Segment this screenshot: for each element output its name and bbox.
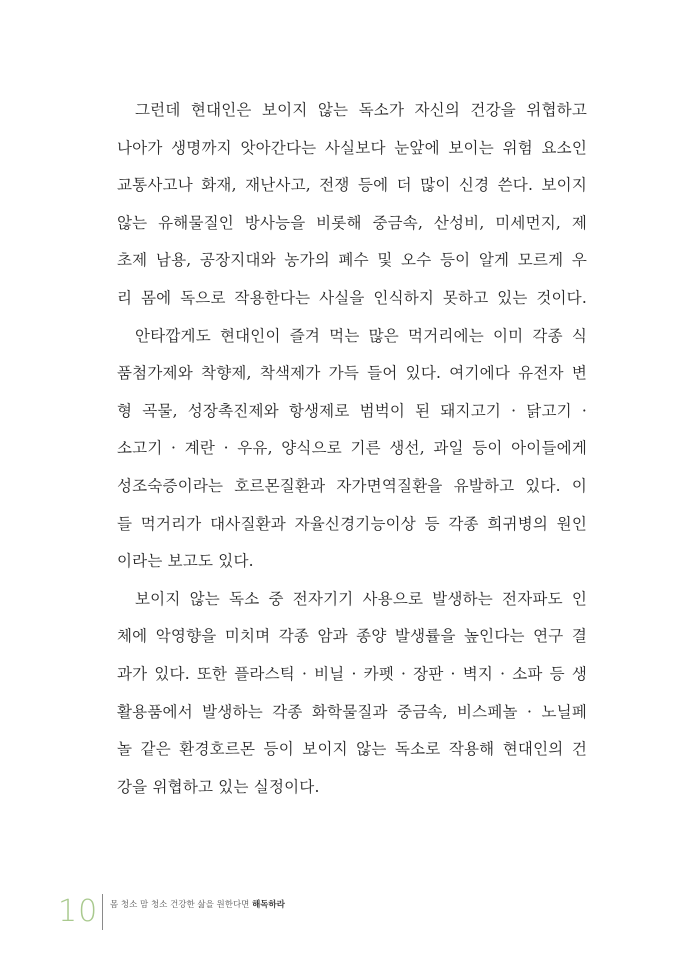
paragraph-1-line-3: 교통사고나 화재, 재난사고, 전쟁 등에 더 많이 신경 쓴다. 보이지: [117, 176, 587, 195]
paragraph-3-line-1: 보이지 않는 독소 중 전자기기 사용으로 발생하는 전자파도 인: [135, 589, 587, 608]
paragraph-3-line-3: 과가 있다. 또한 플라스틱 · 비닐 · 카펫 · 장판 · 벽지 · 소파 등 생: [117, 664, 587, 683]
paragraph-2-line-2: 품첨가제와 착향제, 착색제가 가득 들어 있다. 여기에다 유전자 변: [117, 364, 587, 383]
paragraph-1-line-1: 그런데 현대인은 보이지 않는 독소가 자신의 건강을 위협하고: [135, 101, 587, 119]
paragraph-2-line-6: 들 먹거리가 대사질환과 자율신경기능이상 등 각종 희귀병의 원인: [117, 514, 587, 533]
paragraph-1-line-4: 않는 유해물질인 방사능을 비롯해 중금속, 산성비, 미세먼지, 제: [117, 213, 587, 232]
page-number: 10: [58, 894, 99, 929]
paragraph-1-line-5: 초제 남용, 공장지대와 농가의 폐수 및 오수 등이 알게 모르게 우: [117, 251, 587, 270]
paragraph-2-line-7: 이라는 보고도 있다.: [117, 552, 254, 571]
paragraph-2-line-3: 형 곡물, 성장촉진제와 항생제로 범벅이 된 돼지고기 · 닭고기 ·: [117, 401, 587, 420]
running-title-emphasis: 해독하라: [252, 900, 285, 910]
paragraph-2-line-1: 안타깝게도 현대인이 즐겨 먹는 많은 먹거리에는 이미 각종 식: [135, 326, 587, 345]
footer-divider: [102, 894, 103, 930]
running-title: [110, 899, 285, 911]
running-title-prefix: 몸 청소 맘 청소 건강한 삶을 원한다면: [110, 900, 250, 910]
paragraph-2-line-5: 성조숙증이라는 호르몬질환과 자가면역질환을 유발하고 있다. 이: [117, 476, 587, 495]
paragraph-1-line-6: 리 몸에 독으로 작용한다는 사실을 인식하지 못하고 있는 것이다.: [117, 288, 587, 307]
paragraph-1-line-2: 나아가 생명까지 앗아간다는 사실보다 눈앞에 보이는 위험 요소인: [117, 138, 587, 157]
body-text: [117, 92, 587, 806]
paragraph-3-line-4: 활용품에서 발생하는 각종 화학물질과 중금속, 비스페놀 · 노닐페: [117, 702, 587, 721]
paragraph-3-line-5: 놀 같은 환경호르몬 등이 보이지 않는 독소로 작용해 현대인의 건: [117, 740, 587, 759]
paragraph-3-line-2: 체에 악영향을 미치며 각종 암과 종양 발생률을 높인다는 연구 결: [117, 627, 587, 646]
paragraph-3-line-6: 강을 위협하고 있는 실정이다.: [117, 777, 320, 796]
page-footer: [58, 894, 458, 930]
paragraph-2-line-4: 소고기 · 계란 · 우유, 양식으로 기른 생선, 과일 등이 아이들에게: [117, 439, 587, 458]
